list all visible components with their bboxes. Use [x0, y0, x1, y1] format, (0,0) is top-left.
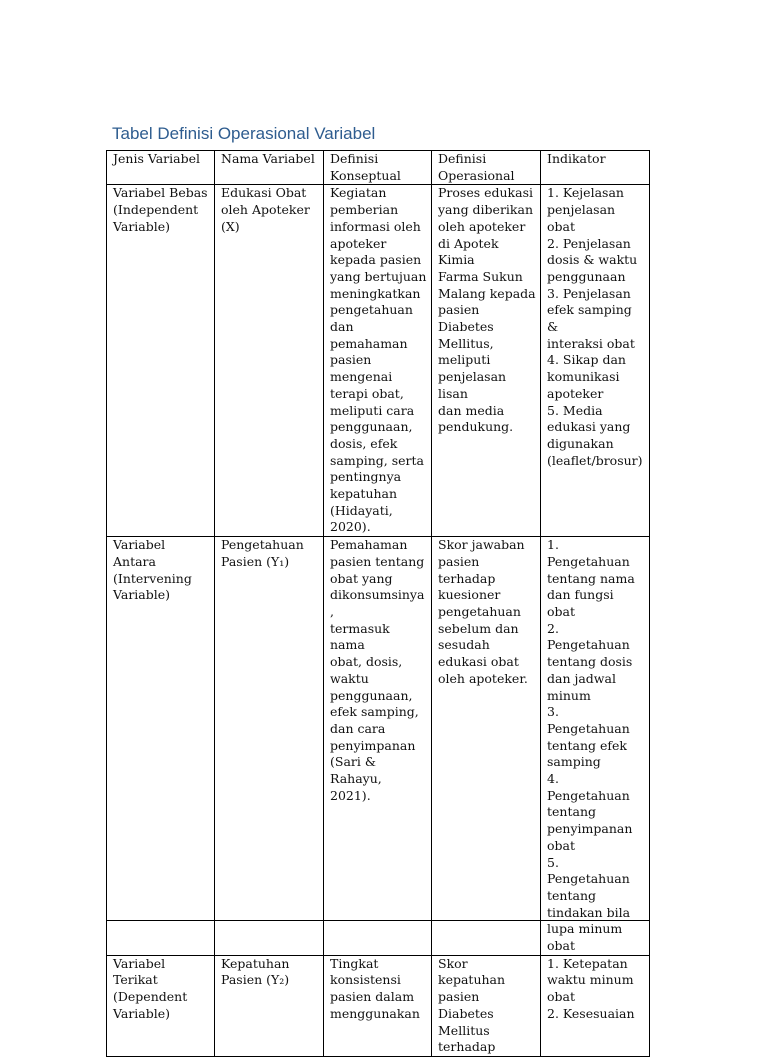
table-row: [107, 185, 650, 537]
table-cell: Pengetahuan Pasien (Y₁): [215, 537, 324, 956]
table-cell: Kepatuhan Pasien (Y₂): [215, 955, 324, 1056]
table-cell: Edukasi Obat oleh Apoteker (X): [215, 185, 324, 537]
table-cell: 1. Pengetahuan tentang nama dan fungsi obat 2. Pengetahuan tentang dosis dan jadwal minum 3. Pengetahuan tentang efek samping 4. Pengetahuan tentang penyimpanan obat 5. Pengetahuan tentang tindakan bila lupa minum obat: [541, 537, 650, 956]
table-cell: Skor jawaban pasien terhadap kuesioner pengetahuan sebelum dan sesudah edukasi obat oleh apoteker.: [432, 537, 541, 956]
table-container: [106, 150, 649, 1055]
definition-table: [106, 150, 650, 1057]
table-cell: Variabel Bebas (Independent Variable): [107, 185, 215, 537]
document-title: Tabel Definisi Operasional Variabel: [112, 124, 376, 143]
table-cell: Tingkat konsistensi pasien dalam menggunakan: [324, 955, 432, 1056]
header-cell-indikator: Indikator: [541, 151, 650, 185]
header-cell-definisi-konseptual: Definisi Konseptual: [324, 151, 432, 185]
table-cell: 1. Kejelasan penjelasan obat 2. Penjelasan dosis & waktu penggunaan 3. Penjelasan efek samping & interaksi obat 4. Sikap dan komunikasi apoteker 5. Media edukasi yang digunakan (leaflet/brosur): [541, 185, 650, 537]
header-cell-definisi-operasional: Definisi Operasional: [432, 151, 541, 185]
table-cell: Skor kepatuhan pasien Diabetes Mellitus terhadap: [432, 955, 541, 1056]
table-cell: Kegiatan pemberian informasi oleh apoteker kepada pasien yang bertujuan meningkatkan pengetahuan dan pemahaman pasien mengenai terapi obat, meliputi cara penggunaan, dosis, efek samping, serta pentingnya kepatuhan (Hidayati, 2020).: [324, 185, 432, 537]
table-cell: 1. Ketepatan waktu minum obat 2. Kesesuaian: [541, 955, 650, 1056]
header-cell-nama-variabel: Nama Variabel: [215, 151, 324, 185]
header-cell-jenis-variabel: Jenis Variabel: [107, 151, 215, 185]
table-cell: Pemahaman pasien tentang obat yang dikonsumsinya, termasuk nama obat, dosis, waktu penggunaan, efek samping, dan cara penyimpanan (Sari & Rahayu, 2021).: [324, 537, 432, 956]
table-cell: Variabel Antara (Intervening Variable): [107, 537, 215, 956]
table-cell: Variabel Terikat (Dependent Variable): [107, 955, 215, 1056]
table-header-row: [107, 151, 650, 185]
table-row: [107, 955, 650, 1056]
table-cell: Proses edukasi yang diberikan oleh apoteker di Apotek Kimia Farma Sukun Malang kepada pasien Diabetes Mellitus, meliputi penjelasan lisan dan media pendukung.: [432, 185, 541, 537]
table-row: [107, 537, 650, 956]
